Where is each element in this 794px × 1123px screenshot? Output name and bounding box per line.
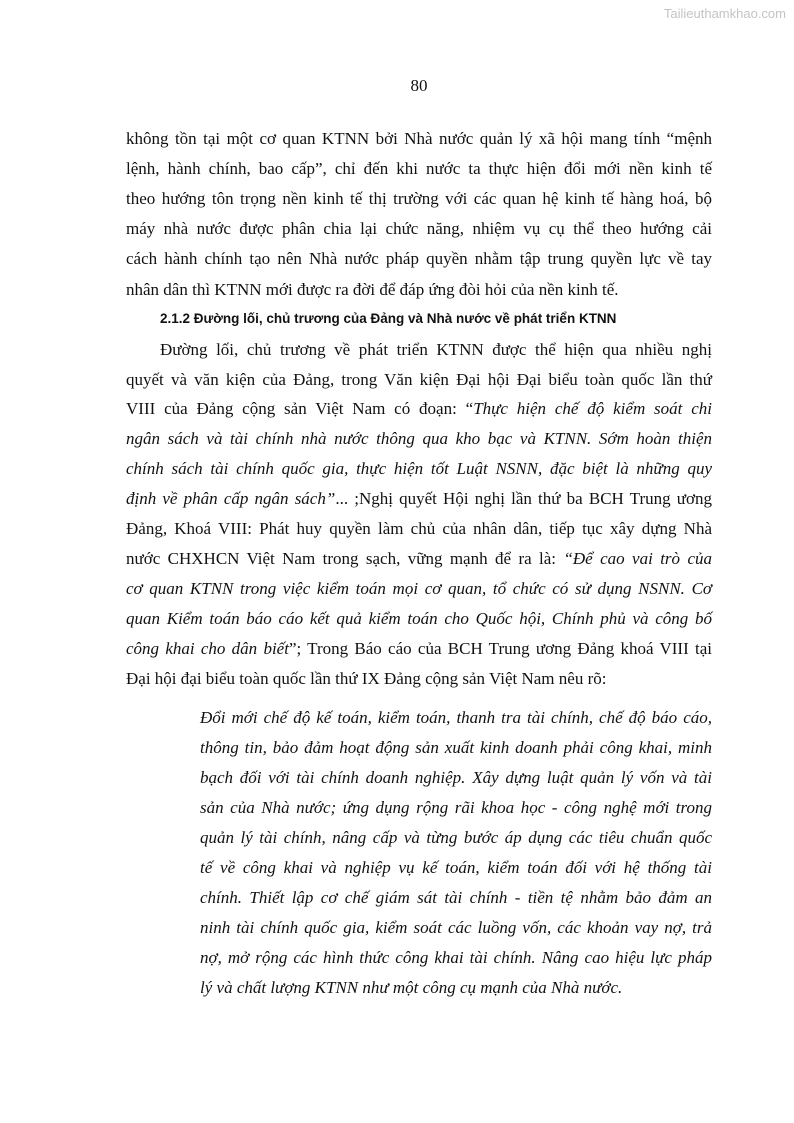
quote-line: sản của Nhà nước; ứng dụng rộng rãi khoa học - công nghệ mới trong (200, 798, 712, 817)
quote-line: chính. Thiết lập cơ chế giám sát tài chính - tiền tệ nhằm bảo đảm an (200, 888, 712, 907)
paragraph-line (126, 548, 712, 570)
quote-line: nợ, mở rộng các hình thức công khai tài chính. Nâng cao hiệu lực pháp (200, 948, 712, 967)
text-run: ”; Trong Báo cáo của BCH Trung ương Đảng khoá VIII tại (288, 639, 712, 658)
paragraph-line (126, 488, 712, 510)
text-run: ... ;Nghị quyết Hội nghị lần thứ ba BCH Trung ương (335, 489, 712, 508)
quote-line: Đổi mới chế độ kế toán, kiểm toán, thanh tra tài chính, chế độ báo cáo, (200, 708, 712, 727)
quote-line: thông tin, bảo đảm hoạt động sản xuất kinh doanh phải công khai, minh (200, 738, 712, 757)
text-run: nước CHXHCN Việt Nam trong sạch, vững mạnh để ra là: (126, 549, 564, 568)
quoted-text: định về phân cấp ngân sách” (126, 489, 336, 508)
paragraph-line: máy nhà nước được phân chia lại chức năng, nhiệm vụ cụ thể theo hướng cải (126, 219, 712, 238)
paragraph-line: quan Kiểm toán báo cáo kết quả kiểm toán cho Quốc hội, Chính phủ và công bố (126, 609, 712, 628)
quote-line: tế về công khai và nghiệp vụ kế toán, kiểm toán đối với hệ thống tài (200, 858, 712, 877)
paragraph-line (126, 398, 712, 420)
paragraph-line: không tồn tại một cơ quan KTNN bởi Nhà nước quản lý xã hội mang tính “mệnh (126, 129, 712, 148)
paragraph-line: lệnh, hành chính, bao cấp”, chỉ đến khi nước ta thực hiện đổi mới nền kinh tế (126, 159, 712, 178)
quoted-text: “Để cao vai trò của (563, 549, 712, 568)
section-heading: 2.1.2 Đường lối, chủ trương của Đảng và Nhà nước về phát triển KTNN (160, 311, 617, 326)
paragraph-line: quyết và văn kiện của Đảng, trong Văn kiện Đại hội Đại biểu toàn quốc lần thứ (126, 370, 712, 389)
quote-line: lý và chất lượng KTNN như một công cụ mạnh của Nhà nước. (200, 978, 623, 997)
paragraph-line: Đại hội đại biểu toàn quốc lần thứ IX Đảng cộng sản Việt Nam nêu rõ: (126, 669, 607, 688)
paragraph-line (126, 638, 712, 660)
paragraph-line: cách hành chính tạo nên Nhà nước pháp quyền nhằm tập trung quyền lực về tay (126, 249, 712, 268)
paragraph-line: Đường lối, chủ trương về phát triển KTNN được thể hiện qua nhiều nghị (160, 340, 712, 359)
page-number: 80 (410, 76, 428, 95)
paragraph-line: nhân dân thì KTNN mới được ra đời để đáp ứng đòi hỏi của nền kinh tế. (126, 280, 619, 299)
paragraph-line: chính sách tài chính quốc gia, thực hiện tốt Luật NSNN, đặc biệt là những quy (126, 459, 712, 478)
text-run: VIII của Đảng cộng sản Việt Nam có đoạn: “ (126, 399, 474, 418)
paragraph-line: theo hướng tôn trọng nền kinh tế thị trường với các quan hệ kinh tế hàng hoá, bộ (126, 189, 712, 208)
quote-line: quản lý tài chính, nâng cấp và từng bước áp dụng các tiêu chuẩn quốc (200, 828, 712, 847)
quoted-text: công khai cho dân biết (126, 639, 289, 658)
paragraph-line: Đảng, Khoá VIII: Phát huy quyền làm chủ của nhân dân, tiếp tục xây dựng Nhà (126, 519, 712, 538)
quoted-text: Thực hiện chế độ kiểm soát chi (473, 399, 712, 418)
quote-line: ninh tài chính quốc gia, kiểm soát các luồng vốn, các khoản vay nợ, trả (200, 918, 712, 937)
paragraph-line: cơ quan KTNN trong việc kiểm toán mọi cơ quan, tổ chức có sử dụng NSNN. Cơ (126, 579, 712, 598)
paragraph-line: ngân sách và tài chính nhà nước thông qua kho bạc và KTNN. Sớm hoàn thiện (126, 429, 712, 448)
quote-line: bạch đối với tài chính doanh nghiệp. Xây dựng luật quản lý vốn và tài (200, 768, 712, 787)
watermark: Tailieuthamkhao.com (663, 6, 786, 21)
